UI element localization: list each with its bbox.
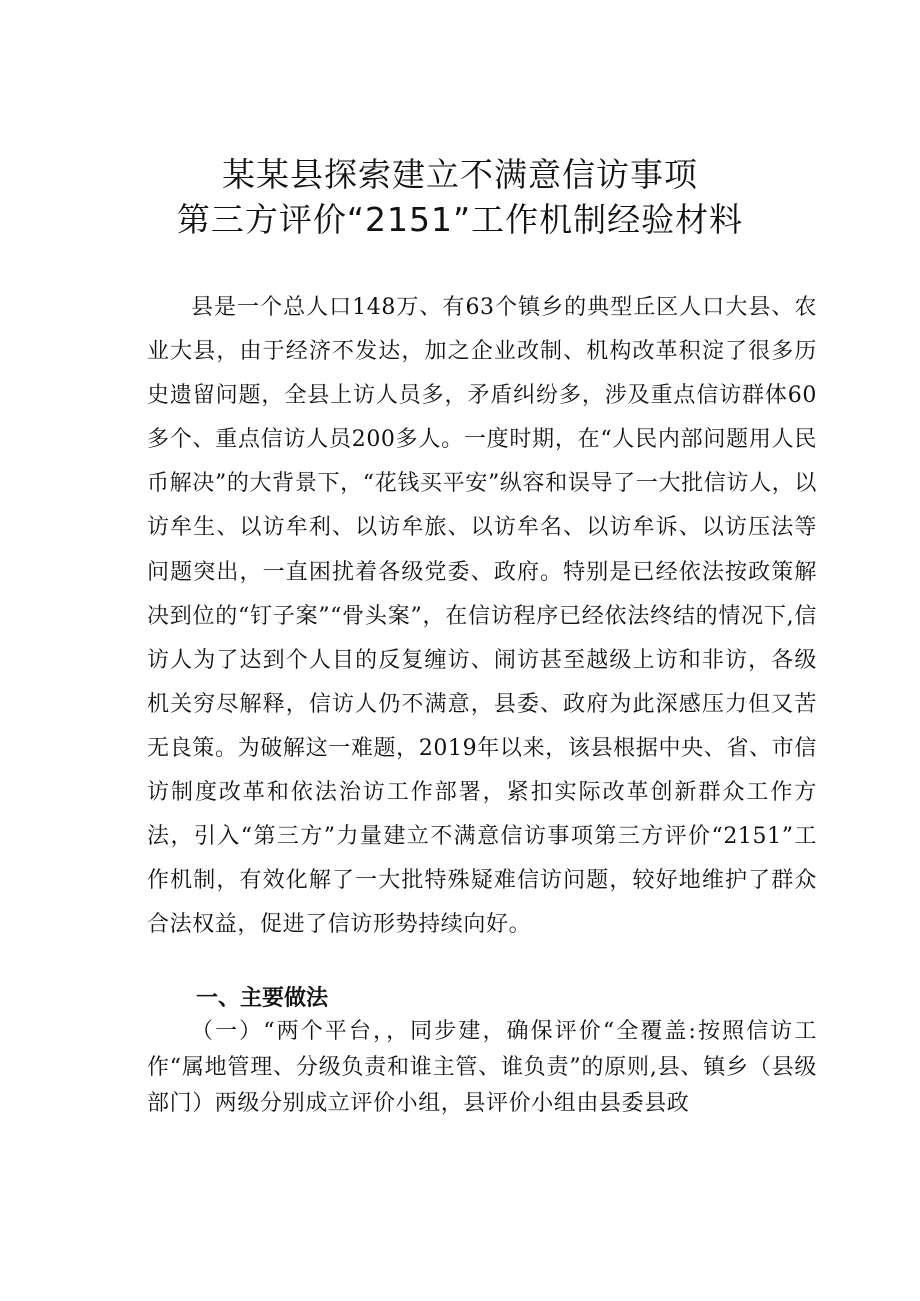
intro-paragraph: 县是一个总人口148万、有63个镇乡的典型丘区人口大县、农业大县，由于经济不发达，加之企业改制、机构改革积淀了很多历史遗留问题，全县上访人员多，矛盾纠纷多，涉及重点信访群体60多个、重点信访人员200多人。一度时期，在“人民内部问题用人民币解决”的大背景下，“花钱买平安”纵容和误导了一大批信访人，以访牟生、以访牟利、以访牟旅、以访牟名、以访牟诉、以访压法等问题突出，一直困扰着各级党委、政府。特别是已经依法按政策解决到位的“钉子案”“骨头案”，在信访程序已经依法终结的情况下,信访人为了达到个人目的反复缠访、闹访甚至越级上访和非访，各级机关穷尽解释，信访人仍不满意，县委、政府为此深感压力但又苦无良策。为破解这一难题，2019年以来，该县根据中央、省、市信访制度改革和依法治访工作部署，紧扣实际改革创新群众工作方法，引入“第三方”力量建立不满意信访事项第三方评价“2151”工作机制，有效化解了一大批特殊疑难信访问题，较好地维护了群众合法权益，促进了信访形势持续向好。 [147, 295, 817, 938]
section-heading: 一、主要做法 [196, 986, 329, 1011]
document-title-line2: 第三方评价“2151”工作机制经验材料 [176, 200, 744, 239]
document-title-line1: 某某县探索建立不满意信访事项 [222, 155, 698, 194]
section-paragraph: （一）“两个平台，，同步建，确保评价“全覆盖:按照信访工作“属地管理、分级负责和谁主管、谁负责”的原则,县、镇乡（县级部门）两级分别成立评价小组，县评价小组由县委县政 [147, 1019, 817, 1116]
